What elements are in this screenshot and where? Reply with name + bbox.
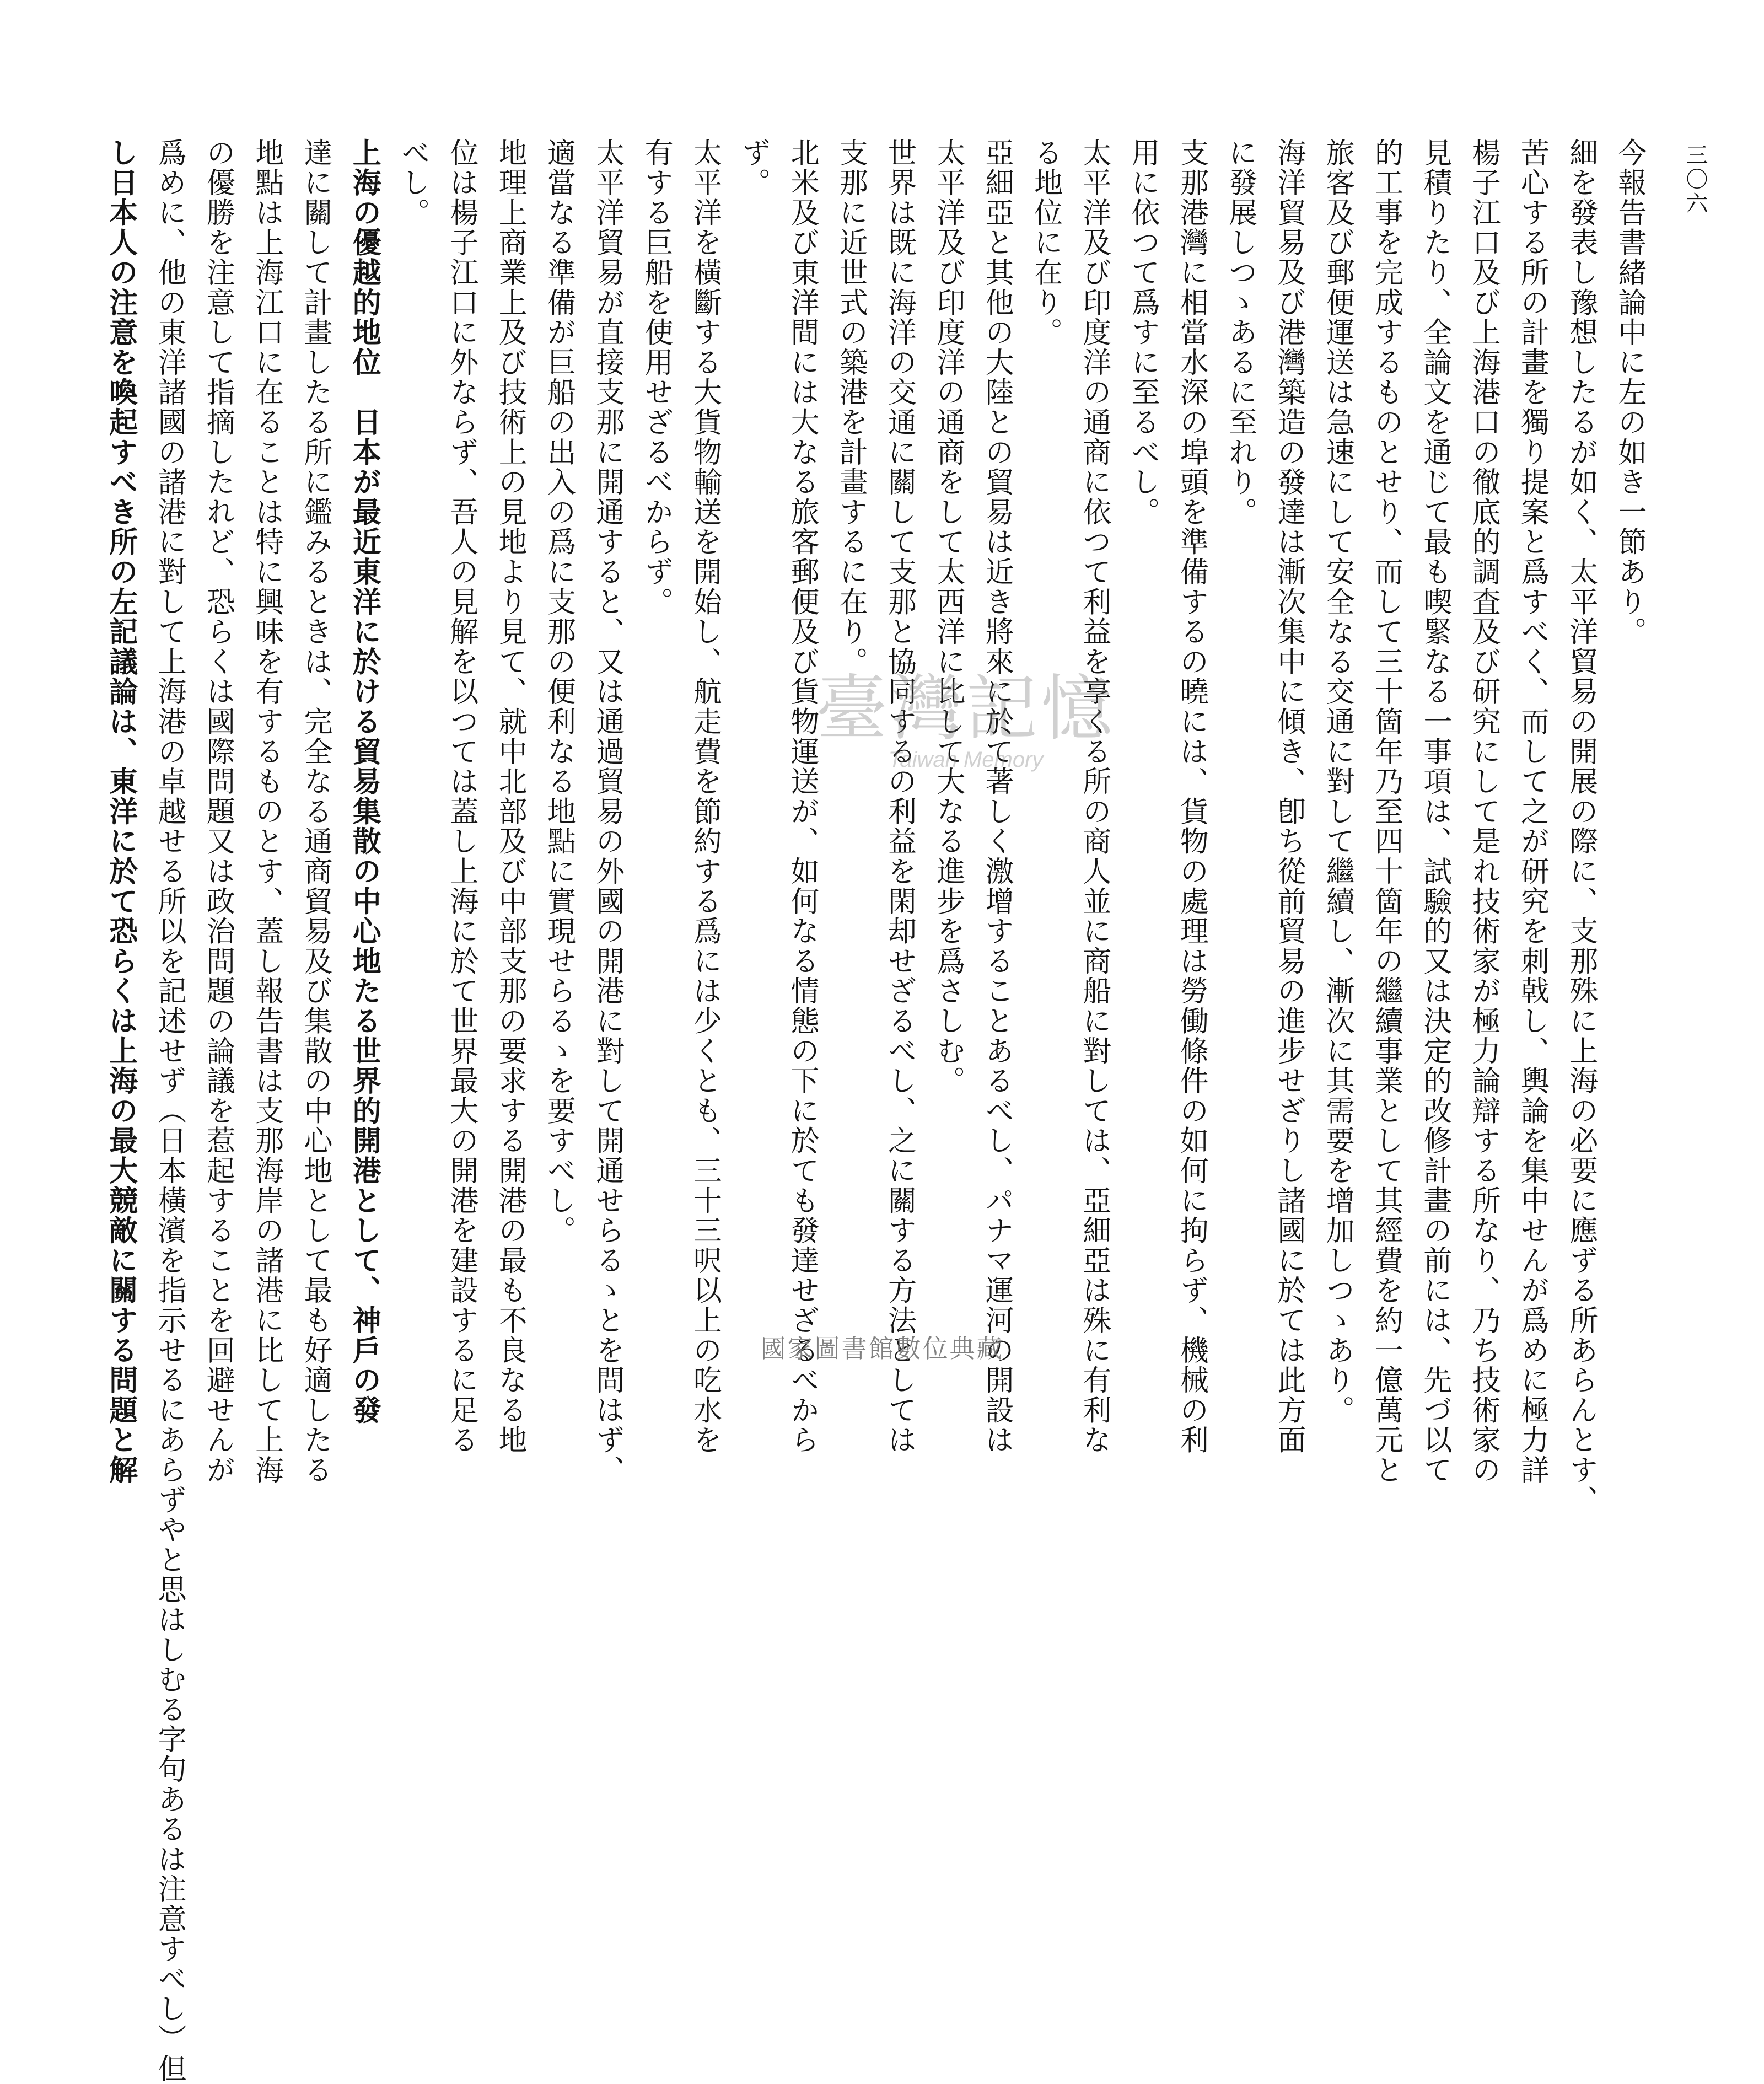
text-column: べし。 xyxy=(396,138,429,228)
text-column: 北米及び東洋間には大なる旅客郵便及び貨物運送が、如何なる情態の下に於ても發達せざるべから xyxy=(785,138,819,1455)
text-column: 支那に近世式の築港を計畫するに在り。 xyxy=(834,138,868,677)
text-column: 位は楊子江口に外ならず、吾人の見解を以つては蓋し上海に於て世界最大の開港を建設するに足る xyxy=(444,138,478,1455)
text-column: 細を發表し豫想したるが如く、太平洋貿易の開展の際に、支那殊に上海の必要に應ずる所あらんとす、 xyxy=(1564,138,1598,1515)
text-column: 苦心する所の計畫を獨り提案と爲すべく、而して之が研究を刺戟し、輿論を集中せんが爲めに極力詳 xyxy=(1515,138,1549,1485)
text-column: 用に依つて爲すに至るべし。 xyxy=(1126,138,1160,527)
text-column: 太平洋及び印度洋の通商をして太西洋に比して大なる進步を爲さしむ。 xyxy=(931,138,965,1096)
text-column: 見積りたり、全論文を通じて最も喫緊なる一事項は、試驗的又は決定的改修計畫の前には、先づ以て xyxy=(1418,138,1451,1485)
text-column: 適當なる準備が巨船の出入の爲に支那の便利なる地點に實現せらるゝを要すべし。 xyxy=(542,138,576,1246)
text-column: 有する巨船を使用せざるべからず。 xyxy=(639,138,673,617)
text-column: ず。 xyxy=(736,138,770,198)
text-column: の優勝を注意して指摘したれど、恐らくは國際問題又は政治問題の論議を惹起することを回避せんが xyxy=(201,138,235,1485)
text-column: 爲めに、他の東洋諸國の諸港に對して上海港の卓越せる所以を記述せず（日本橫濱を指示せるにあらずやと思はしむる字句あるは注意すべし）但 xyxy=(153,138,186,2084)
text-column: 亞細亞と其他の大陸との貿易は近き將來に於て著しく激增することあるべし、パナマ運河の開設は xyxy=(980,138,1014,1455)
text-column: 太平洋を橫斷する大貨物輸送を開始し、航走費を節約する爲には少くとも、三十三呎以上の吃水を xyxy=(688,138,722,1455)
text-column: 太平洋貿易が直接支那に開通すると、又は通過貿易の外國の開港に對して開通せらるゝとを問はず、 xyxy=(590,138,624,1485)
text-column: 太平洋及び印度洋の通商に依つて利益を享くる所の商人並に商船に對しては、亞細亞は殊に有利な xyxy=(1077,138,1111,1455)
text-column: 世界は既に海洋の交通に關して支那と協同するの利益を閑却せざるべし、之に關する方法としては xyxy=(883,138,916,1455)
page-number: 三〇六 xyxy=(1682,143,1708,216)
text-column: 達に關して計畫したる所に鑑みるときは、完全なる通商貿易及び集散の中心地として最も好適したる xyxy=(298,138,332,1485)
text-column: 地理上商業上及び技術上の見地より見て、就中北部及び中部支那の要求する開港の最も不良なる地 xyxy=(493,138,527,1455)
text-column: 支那港灣に相當水深の埠頭を準備するの曉には、貨物の處理は勞働條件の如何に拘らず、機械の利 xyxy=(1175,138,1208,1455)
watermark-logo xyxy=(816,667,1116,772)
text-column: 今報告書緒論中に左の如き一節あり。 xyxy=(1613,138,1646,647)
text-column: 楊子江口及び上海港口の徹底的調査及び研究にして是れ技術家が極力論辯する所なり、乃ち技術家の xyxy=(1467,138,1501,1485)
watermark-english: Taiwan Memory xyxy=(888,748,1044,772)
text-column: 的工事を完成するものとせり、而して三十箇年乃至四十箇年の繼續事業として其經費を約一億萬元と xyxy=(1369,138,1403,1485)
text-column: 地點は上海江口に在ることは特に興味を有するものとす、蓋し報告書は支那海岸の諸港に比して上海 xyxy=(250,138,283,1485)
text-column: 旅客及び郵便運送は急速にして安全なる交通に對して繼續し、漸次に其需要を增加しつゝあり。 xyxy=(1321,138,1354,1425)
text-column: し日本人の注意を喚起すべき所の左記議論は、東洋に於て恐らくは上海の最大競敵に關する問題と解 xyxy=(104,138,138,1485)
section-heading-column: 上海の優越的地位 日本が最近東洋に於ける貿易集散の中心地たる世界的開港として、神戶の發 xyxy=(347,138,381,1425)
footer-credit: 國家圖書館數位典藏 xyxy=(760,1334,1004,1363)
text-column: 海洋貿易及び港灣築造の發達は漸次集中に傾き、卽ち從前貿易の進步せざりし諸國に於ては此方面 xyxy=(1272,138,1305,1455)
text-column: に發展しつゝあるに至れり。 xyxy=(1223,138,1257,527)
watermark-chinese: 臺灣記憶 xyxy=(816,667,1116,750)
text-column: る地位に在り。 xyxy=(1029,138,1062,348)
